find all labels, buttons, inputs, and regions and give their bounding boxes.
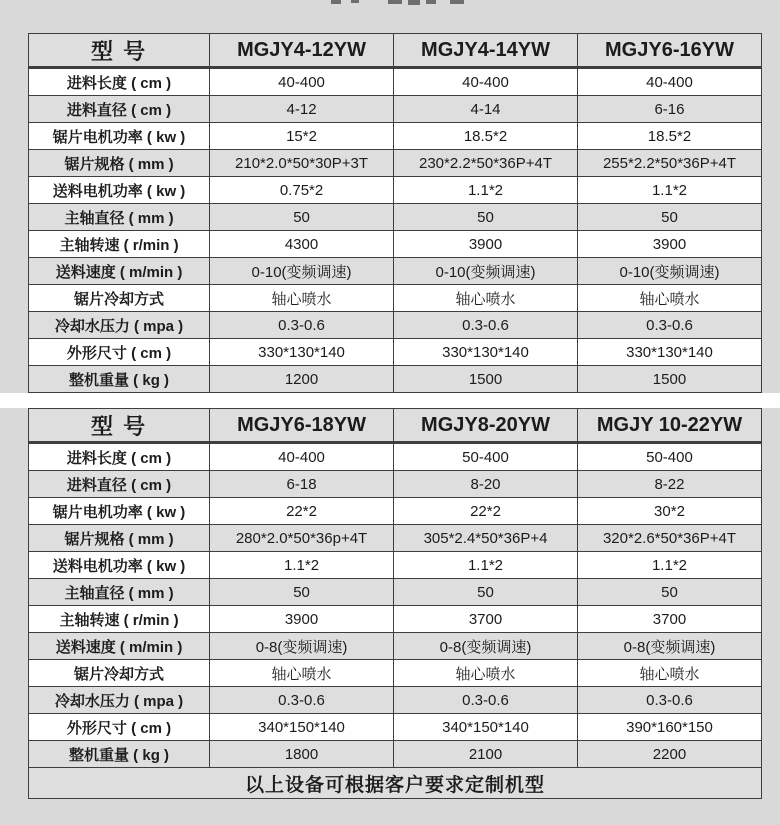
spec-value: 0.3-0.6 [577,687,761,714]
spec-value: 50 [394,579,578,606]
spec-label: 外形尺寸 ( cm ) [29,339,210,366]
table-row [29,471,762,498]
spec-value: 2200 [577,741,761,768]
spec-value: 50 [577,579,761,606]
spec-label: 送料电机功率 ( kw ) [29,177,210,204]
spec-value: 0.3-0.6 [394,687,578,714]
spec-value: 280*2.0*50*36p+4T [210,525,394,552]
spec-value: 3900 [210,606,394,633]
spec-value: 1.1*2 [394,552,578,579]
table-row [29,741,762,768]
spec-value: 1.1*2 [577,552,761,579]
spec-value: 340*150*140 [210,714,394,741]
spec-label: 锯片冷却方式 [29,660,210,687]
table-separator-band [0,393,780,408]
spec-value: 18.5*2 [577,123,761,150]
spec-value: 0.3-0.6 [210,687,394,714]
spec-label: 进料直径 ( cm ) [29,471,210,498]
table-row [29,525,762,552]
spec-value: 3900 [577,231,761,258]
spec-value: 15*2 [210,123,394,150]
table-row [29,312,762,339]
spec-value: 8-22 [577,471,761,498]
spec-value: 210*2.0*50*30P+3T [210,150,394,177]
table-row [29,285,762,312]
spec-value: 330*130*140 [577,339,761,366]
table-row [29,258,762,285]
spec-value: 轴心喷水 [210,660,394,687]
spec-label: 主轴转速 ( r/min ) [29,606,210,633]
table-row [29,552,762,579]
spec-value: 0.75*2 [210,177,394,204]
table-row [29,714,762,741]
spec-table-1-header [29,34,762,68]
spec-value: 340*150*140 [394,714,578,741]
title-fragment-mark [351,0,359,3]
spec-value: 1500 [577,366,761,393]
spec-value: 1500 [394,366,578,393]
spec-label: 外形尺寸 ( cm ) [29,714,210,741]
table-row [29,366,762,393]
footer-note: 以上设备可根据客户要求定制机型 [29,768,762,799]
spec-value: 22*2 [394,498,578,525]
table-row [29,498,762,525]
title-fragment-mark [408,0,420,5]
model-name: MGJY 10-22YW [577,409,761,443]
spec-value: 4300 [210,231,394,258]
spec-value: 3900 [394,231,578,258]
spec-value: 255*2.2*50*36P+4T [577,150,761,177]
table-row [29,204,762,231]
spec-value: 22*2 [210,498,394,525]
header-row [29,409,762,443]
spec-value: 320*2.6*50*36P+4T [577,525,761,552]
spec-label: 冷却水压力 ( mpa ) [29,687,210,714]
spec-value: 0-10(变频调速) [577,258,761,285]
spec-value: 1200 [210,366,394,393]
table-row [29,68,762,96]
spec-value: 1.1*2 [577,177,761,204]
spec-value: 230*2.2*50*36P+4T [394,150,578,177]
spec-value: 0-10(变频调速) [394,258,578,285]
spec-label: 主轴直径 ( mm ) [29,579,210,606]
spec-value: 330*130*140 [394,339,578,366]
spec-value: 390*160*150 [577,714,761,741]
spec-value: 50 [210,204,394,231]
spec-value: 轴心喷水 [577,660,761,687]
table-row [29,660,762,687]
table-row [29,606,762,633]
spec-value: 50-400 [577,443,761,471]
title-fragment-mark [331,0,341,4]
spec-value: 轴心喷水 [394,660,578,687]
spec-table-2-body [29,443,762,768]
model-name: MGJY6-18YW [210,409,394,443]
title-fragment-mark [426,0,436,4]
table-row [29,96,762,123]
table-row [29,177,762,204]
model-header-label: 型 号 [29,34,210,68]
spec-label: 主轴直径 ( mm ) [29,204,210,231]
spec-label: 锯片规格 ( mm ) [29,150,210,177]
spec-label: 送料速度 ( m/min ) [29,633,210,660]
spec-value: 0-8(变频调速) [577,633,761,660]
spec-value: 2100 [394,741,578,768]
footer-row [29,768,762,799]
spec-table-2 [28,408,762,799]
spec-value: 轴心喷水 [210,285,394,312]
spec-value: 8-20 [394,471,578,498]
clipped-title-fragment [0,0,780,33]
spec-label: 锯片规格 ( mm ) [29,525,210,552]
spec-label: 锯片电机功率 ( kw ) [29,498,210,525]
spec-table-2-header [29,409,762,443]
spec-label: 冷却水压力 ( mpa ) [29,312,210,339]
spec-value: 50 [577,204,761,231]
header-row [29,34,762,68]
title-fragment-mark [450,0,464,4]
spec-value: 305*2.4*50*36P+4 [394,525,578,552]
spec-label: 锯片电机功率 ( kw ) [29,123,210,150]
spec-label: 锯片冷却方式 [29,285,210,312]
spec-value: 1.1*2 [210,552,394,579]
spec-value: 0.3-0.6 [577,312,761,339]
spec-value: 0-10(变频调速) [210,258,394,285]
spec-value: 50 [210,579,394,606]
spec-value: 50-400 [394,443,578,471]
spec-label: 送料电机功率 ( kw ) [29,552,210,579]
table-row [29,633,762,660]
spec-value: 轴心喷水 [577,285,761,312]
spec-label: 进料直径 ( cm ) [29,96,210,123]
spec-label: 送料速度 ( m/min ) [29,258,210,285]
spec-value: 40-400 [210,68,394,96]
spec-value: 6-18 [210,471,394,498]
model-name: MGJY4-12YW [210,34,394,68]
table-row [29,443,762,471]
table-row [29,339,762,366]
spec-label: 进料长度 ( cm ) [29,68,210,96]
spec-value: 0-8(变频调速) [210,633,394,660]
title-fragment-mark [388,0,402,4]
spec-value: 4-14 [394,96,578,123]
spec-label: 主轴转速 ( r/min ) [29,231,210,258]
table-row [29,231,762,258]
table-row [29,150,762,177]
spec-value: 0.3-0.6 [394,312,578,339]
table-row [29,579,762,606]
spec-value: 40-400 [577,68,761,96]
model-name: MGJY8-20YW [394,409,578,443]
table-row [29,687,762,714]
spec-value: 40-400 [210,443,394,471]
spec-label: 进料长度 ( cm ) [29,443,210,471]
spec-value: 0.3-0.6 [210,312,394,339]
model-name: MGJY6-16YW [577,34,761,68]
model-name: MGJY4-14YW [394,34,578,68]
spec-label: 整机重量 ( kg ) [29,366,210,393]
spec-value: 6-16 [577,96,761,123]
spec-label: 整机重量 ( kg ) [29,741,210,768]
spec-value: 1800 [210,741,394,768]
spec-value: 4-12 [210,96,394,123]
spec-value: 330*130*140 [210,339,394,366]
spec-value: 0-8(变频调速) [394,633,578,660]
spec-value: 1.1*2 [394,177,578,204]
spec-value: 3700 [577,606,761,633]
table-row [29,123,762,150]
spec-value: 轴心喷水 [394,285,578,312]
spec-table-1 [28,33,762,393]
spec-value: 50 [394,204,578,231]
spec-table-1-body [29,68,762,393]
model-header-label: 型 号 [29,409,210,443]
spec-value: 40-400 [394,68,578,96]
spec-value: 3700 [394,606,578,633]
spec-value: 18.5*2 [394,123,578,150]
spec-value: 30*2 [577,498,761,525]
spec-table-2-footer [29,768,762,799]
